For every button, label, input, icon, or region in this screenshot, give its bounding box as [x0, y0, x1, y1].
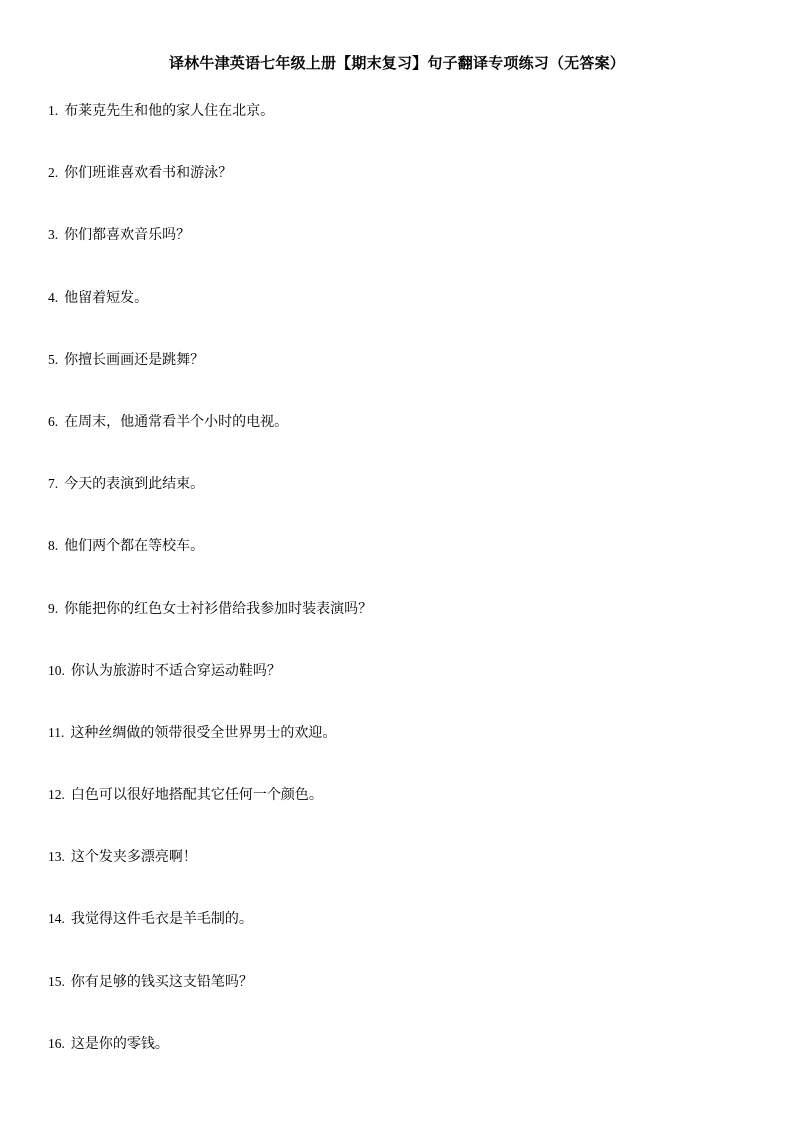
- question-item: [48, 101, 748, 163]
- question-number: 11.: [48, 724, 65, 740]
- question-text: 你能把你的红色女士衬衫借给我参加时装表演吗？: [64, 600, 373, 617]
- question-number: 14.: [48, 911, 65, 927]
- question-item: [48, 847, 748, 909]
- question-text: 这种丝绸做的领带很受全世界男士的欢迎。: [70, 724, 337, 741]
- question-item: [48, 785, 748, 847]
- question-text: 这个发夹多漂亮啊！: [70, 849, 197, 866]
- question-item: [48, 163, 748, 225]
- question-text: 白色可以很好地搭配其它任何一个颜色。: [70, 787, 323, 804]
- question-number: 6.: [48, 413, 59, 429]
- question-item: [48, 1034, 748, 1096]
- question-item: [48, 225, 748, 287]
- question-number: 15.: [48, 973, 65, 989]
- question-text: 今天的表演到此结束。: [64, 476, 205, 493]
- question-text: 在周末，他通常看半个小时的电视。: [64, 413, 289, 430]
- question-number: 2.: [48, 165, 59, 181]
- question-text: 布莱克先生和他的家人住在北京。: [64, 103, 275, 119]
- question-item: [48, 474, 748, 536]
- question-number: 1.: [48, 103, 59, 118]
- question-text: 你有足够的钱买这支铅笔吗？: [70, 973, 253, 990]
- question-number: 8.: [48, 538, 59, 554]
- question-text: 他留着短发。: [64, 289, 149, 306]
- question-number: 9.: [48, 600, 59, 616]
- question-text: 我觉得这件毛衣是羊毛制的。: [70, 911, 253, 928]
- question-number: 16.: [48, 1035, 65, 1051]
- question-item: [48, 536, 748, 598]
- question-item: [48, 599, 748, 661]
- question-item: [48, 412, 748, 474]
- document-title: 译林牛津英语七年级上册【期末复习】句子翻译专项练习（无答案）: [168, 54, 625, 72]
- question-number: 7.: [48, 476, 59, 492]
- question-item: [48, 661, 748, 723]
- question-item: [48, 723, 748, 785]
- question-item: [48, 350, 748, 412]
- question-text: 你擅长画画还是跳舞？: [64, 351, 205, 368]
- question-number: 12.: [48, 787, 65, 803]
- question-number: 4.: [48, 289, 59, 305]
- question-number: 5.: [48, 351, 59, 367]
- question-number: 13.: [48, 849, 65, 865]
- question-item: [48, 909, 748, 971]
- question-text: 他们两个都在等校车。: [64, 538, 205, 555]
- question-number: 3.: [48, 227, 59, 243]
- question-list: [48, 101, 748, 1096]
- question-text: 这是你的零钱。: [70, 1035, 169, 1052]
- question-text: 你认为旅游时不适合穿运动鞋吗？: [70, 662, 281, 679]
- question-item: [48, 288, 748, 350]
- question-item: [48, 972, 748, 1034]
- question-number: 10.: [48, 662, 65, 678]
- question-text: 你们班谁喜欢看书和游泳？: [64, 165, 233, 182]
- question-text: 你们都喜欢音乐吗？: [64, 227, 191, 244]
